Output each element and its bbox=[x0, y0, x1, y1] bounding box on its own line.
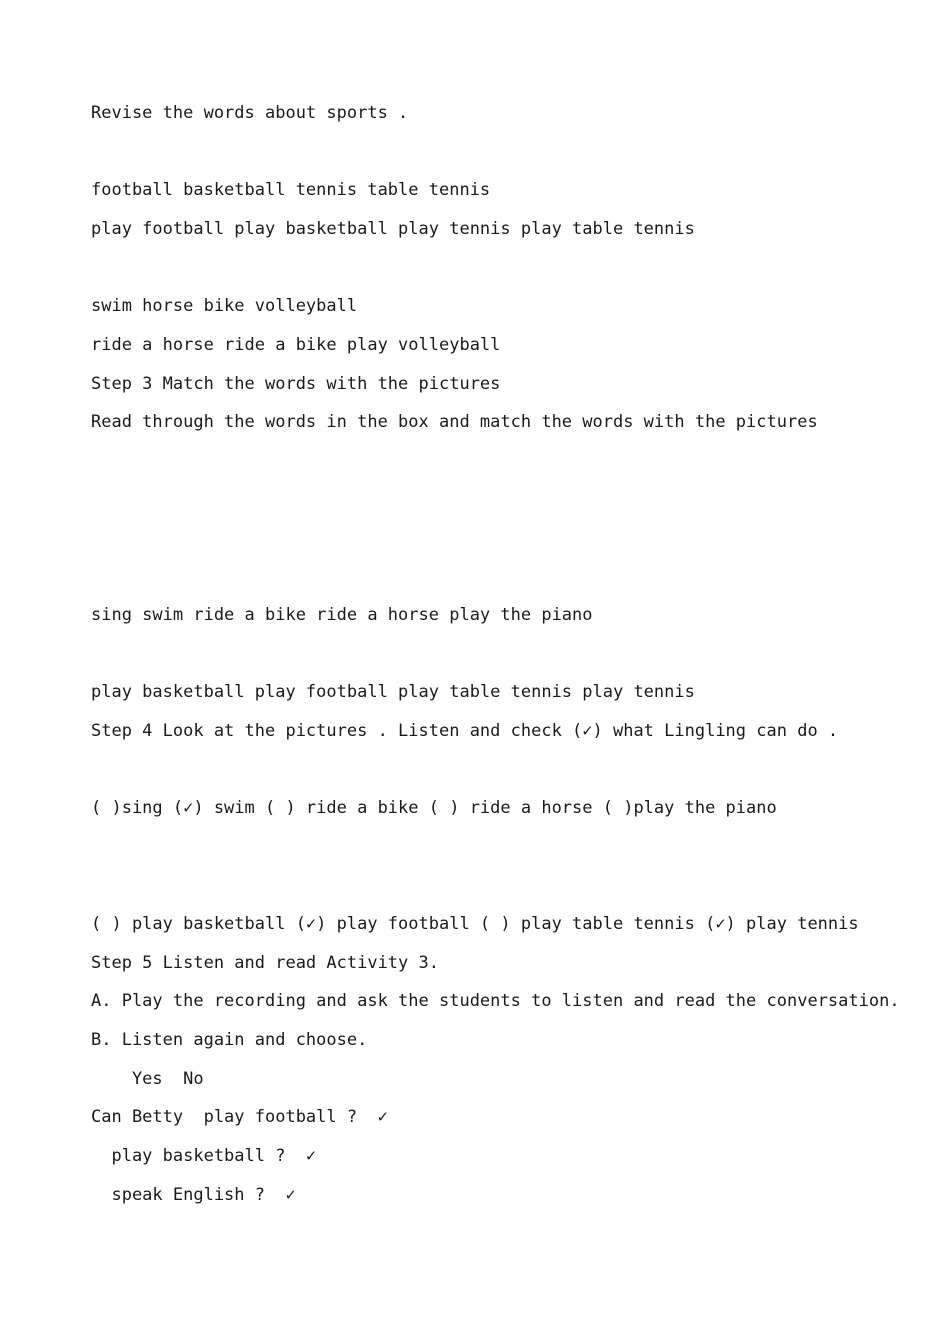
check-list-row-2: ( ) play basketball (✓) play football ( ) play table tennis (✓) play tennis bbox=[91, 914, 859, 934]
heading-revise-words: Revise the words about sports . bbox=[91, 103, 409, 123]
step-3-heading: Step 3 Match the words with the pictures bbox=[91, 374, 501, 394]
match-word-box-row-1: sing swim ride a bike ride a horse play the piano bbox=[91, 605, 593, 625]
word-list-sports: football basketball tennis table tennis bbox=[91, 180, 491, 200]
question-english: speak English ? ✓ bbox=[91, 1185, 296, 1205]
phrase-list-ride: ride a horse ride a bike play volleyball bbox=[91, 335, 501, 355]
question-football: Can Betty play football ? ✓ bbox=[91, 1107, 388, 1127]
step-4-heading: Step 4 Look at the pictures . Listen and check (✓) what Lingling can do . bbox=[91, 721, 839, 741]
match-word-box-row-2: play basketball play football play table tennis play tennis bbox=[91, 682, 695, 702]
step-3-instruction: Read through the words in the box and match the words with the pictures bbox=[91, 412, 818, 432]
step-5-instruction-a: A. Play the recording and ask the students to listen and read the conversation. bbox=[91, 991, 900, 1011]
phrase-list-play: play football play basketball play tennis play table tennis bbox=[91, 219, 695, 239]
question-basketball: play basketball ? ✓ bbox=[91, 1146, 317, 1166]
yes-no-header: Yes No bbox=[91, 1069, 204, 1089]
step-5-heading: Step 5 Listen and read Activity 3. bbox=[91, 953, 439, 973]
step-5-instruction-b: B. Listen again and choose. bbox=[91, 1030, 368, 1050]
word-list-activities: swim horse bike volleyball bbox=[91, 296, 358, 316]
check-list-row-1: ( )sing (✓) swim ( ) ride a bike ( ) ride a horse ( )play the piano bbox=[91, 798, 777, 818]
